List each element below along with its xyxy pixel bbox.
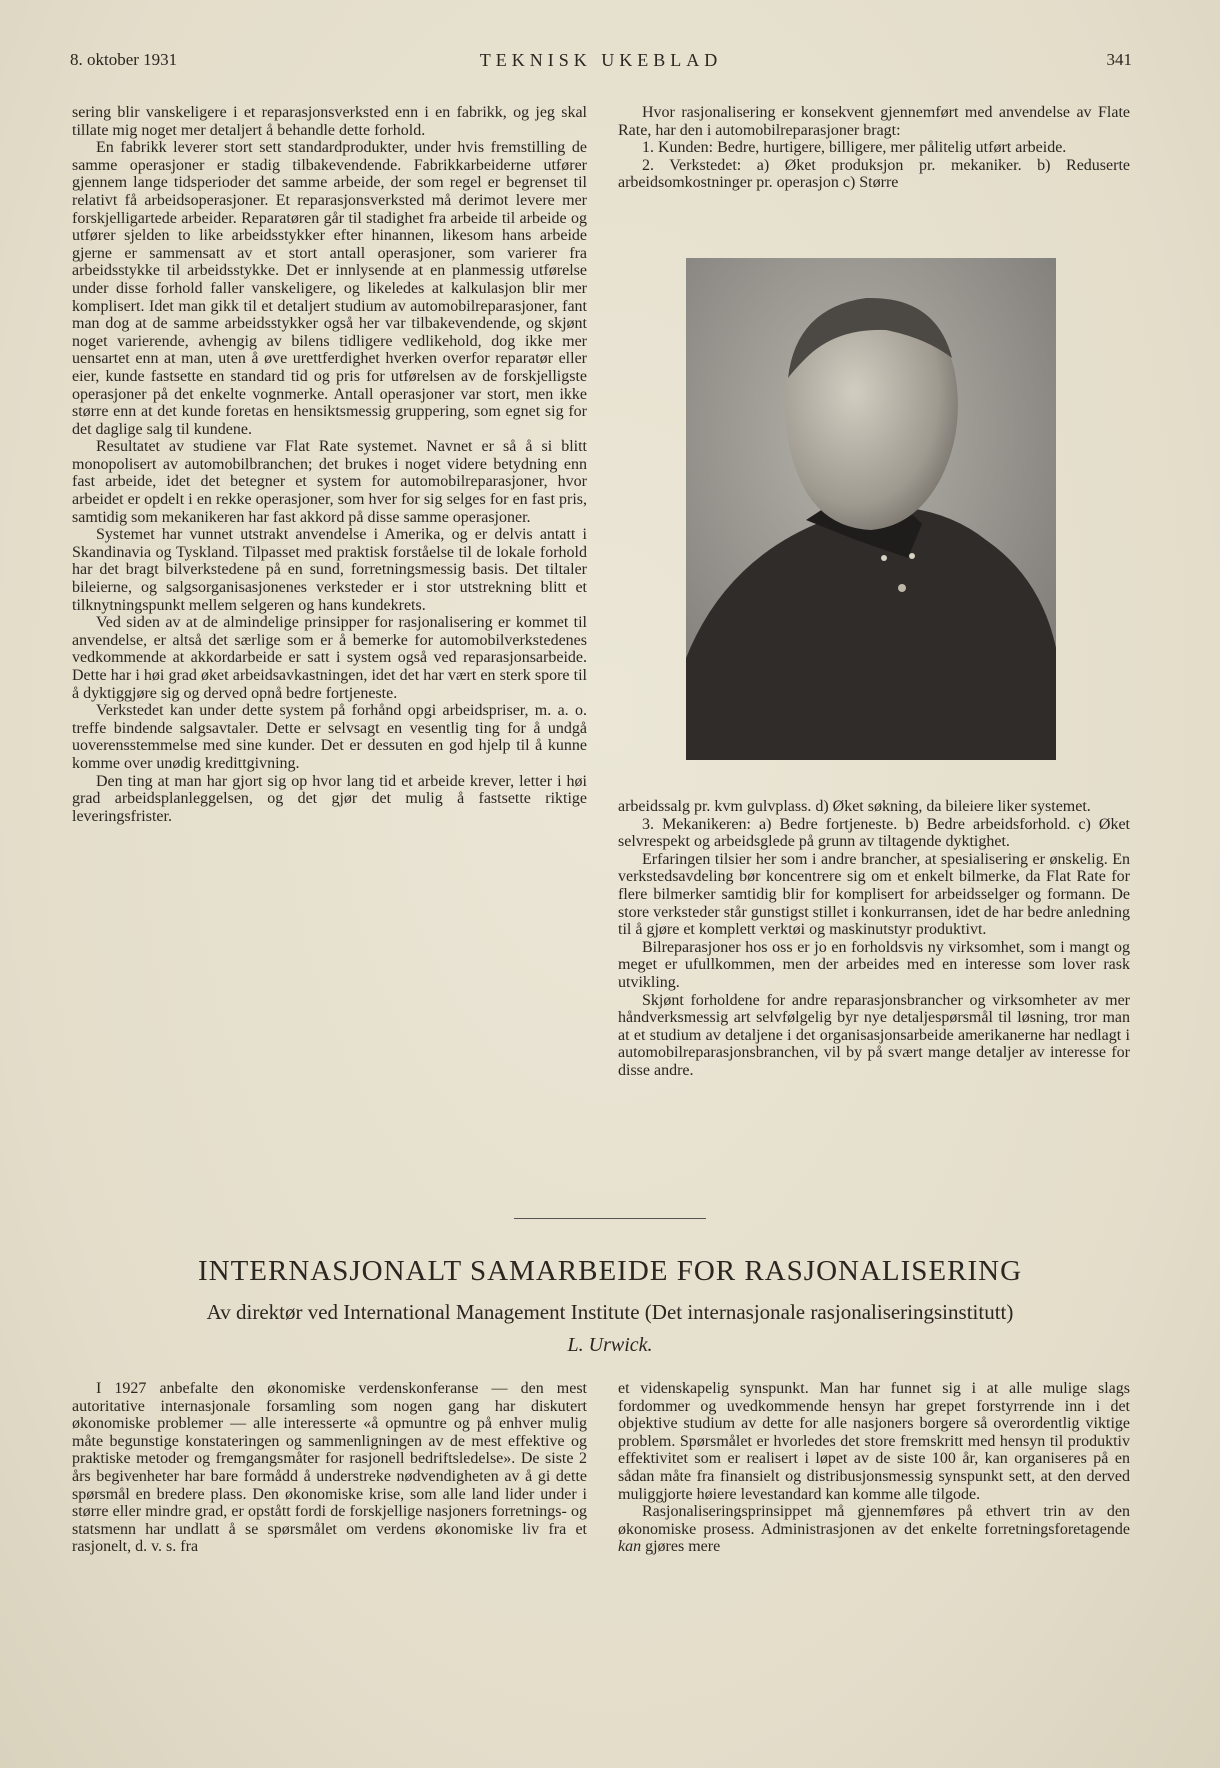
left-text-column bbox=[72, 104, 587, 825]
paragraph: En fabrikk leverer stort sett standardprodukter, under hvis fremstilling de samme operasjoner er stadig tilbakevendende. Fabrikkarbeiderne utfører gjennem lange tidsperioder det samme arbeide, der som regel er begrenset til relativt få arbeidsoperasjoner. Et reparasjonsverksted må derimot levere mer forskjelligartede arbeider. Reparatøren går til stadighet fra arbeide til arbeide og utfører sjelden to like arbeidsstykker efter hinannen, likesom hans arbeide gjerne er sammensatt av et stort antall operasjoner, som varierer fra arbeidsstykke til arbeidsstykke. Det er innlysende at en planmessig utførelse under disse forhold faller vanskeligere, og likeledes at kalkulasjon blir mer komplisert. Idet man gikk til et detaljert studium av automobilreparasjoner, fant man dog at de samme arbeidsstykker også her var tilbakevendende, og skjønt noget varierende, avhengig av bilens tidligere vedlikehold, dog ikke mer uensartet enn at man, uten å øve urettferdighet hverken overfor reparatør eller eier, kunde fastsette en standard tid og pris for utførelsen av de forskjelligste operasjoner på det enkelte vognmerke. Antall operasjoner var stort, men ikke større enn at det kunde foretas en hensiktsmessig gruppering, som egnet sig for det daglige salg til kundene. bbox=[72, 139, 587, 438]
section-divider bbox=[514, 1218, 706, 1219]
portrait-photo bbox=[686, 258, 1056, 760]
paragraph: Systemet har vunnet utstrakt anvendelse i Amerika, og er delvis antatt i Skandinavia og Tyskland. Tilpasset med praktisk forståelse til de lokale forhold har det bragt bilverkstedene på en sund, forretningsmessig basis. Det tiltaler bileierne, og salgsorganisasjonenes verksteder er i stor utstrekning blitt et tilknytningspunkt mellem selgeren og hans kundekrets. bbox=[72, 526, 587, 614]
paragraph: 2. Verkstedet: a) Øket produksjon pr. mekaniker. b) Reduserte arbeidsomkostninger pr. operasjon c) Større bbox=[618, 156, 1130, 192]
paragraph-text: gjøres mere bbox=[645, 1538, 721, 1556]
header-page-number: 341 bbox=[1106, 50, 1132, 69]
paragraph: Skjønt forholdene for andre reparasjonsbrancher og virksomheter av mer håndverksmessig art selvfølgelig byr nye detaljespørsmål til løsning, tror man at et studium av detaljene i det organisasjonsarbeide amerikanerne har nedlagt i automobilreparasjonsbranchen, vil by på svært mange detaljer av interesse for disse andre. bbox=[618, 991, 1130, 1079]
paragraph: Ved siden av at de almindelige prinsipper for rasjonalisering er kommet til anvendelse, er altså det særlige som er å bemerke for automobilverkstedenes vedkommende at akkordarbeide er satt i system også ved reparasjonsarbeide. Dette har i høi grad øket arbeidsavkastningen, idet det har vært en sterk spore til å dyktiggjøre sig og derved opnå bedre fortjeneste. bbox=[72, 614, 587, 702]
author-name: L. Urwick. bbox=[567, 1334, 653, 1356]
emphasized-word: kan bbox=[618, 1538, 642, 1556]
article-left-column bbox=[72, 1380, 587, 1556]
article-subtitle: Av direktør ved International Management Institute (Det internasjonale rasjonaliseringsinstitutt) bbox=[206, 1300, 1014, 1324]
portrait-illustration bbox=[686, 258, 1056, 760]
paragraph: I 1927 anbefalte den økonomiske verdenskonferanse — den mest autoritative internasjonale forsamling som nogen gang har diskutert økonomiske problemer — alle interesserte «å opmuntre og på enhver mulig måte begunstige konstateringen og sammenligningen av de mest effektive og praktiske metoder og fremgangsmåter for rasjonell bedriftsledelse». De siste 2 års begivenheter har bare formådd å understreke nødvendigheten av å gi dette spørsmål en bredere plass. Den økonomiske krise, som alle land lider under i større eller mindre grad, er opstått fordi de forskjellige nasjoners forretnings- og statsmenn har undlatt å se spørsmålet om verdens økonomiske liv fra et rasjonelt, d. v. s. fra bbox=[72, 1380, 587, 1556]
right-text-column-top bbox=[618, 104, 1130, 192]
article-right-column bbox=[618, 1380, 1130, 1556]
paragraph: Erfaringen tilsier her som i andre brancher, at spesialisering er ønskelig. En verkstedsavdeling bør koncentrere sig om et enkelt bilmerke, da Flat Rate for flere bilmerker samtidig blir for komplisert for arbeidsselger og formann. De store verksteder står gunstigst stillet i konkurransen, idet de har bedre anledning til å gjøre et komplett verktøi og maskinutstyr produktivt. bbox=[618, 850, 1130, 939]
paragraph: Hvor rasjonalisering er konsekvent gjennemført med anvendelse av Flate Rate, har den i automobilreparasjoner bragt: bbox=[618, 104, 1130, 139]
article-author bbox=[70, 1334, 1150, 1357]
paragraph: 1. Kunden: Bedre, hurtigere, billigere, mer pålitelig utført arbeide. bbox=[642, 139, 1067, 157]
header-date: 8. oktober 1931 bbox=[70, 50, 178, 69]
paragraph: sering blir vanskeligere i et reparasjonsverksted enn i en fabrikk, og jeg skal tillate mig noget mer detaljert å behandle dette forhold. bbox=[72, 104, 587, 139]
paragraph: Resultatet av studiene var Flat Rate systemet. Navnet er så å si blitt monopolisert av automobilbranchen; det brukes i noget videre betydning enn fast arbeide, idet det betegner et system for automobilreparasjoner, hvor arbeidet er opdelt i en rekke operasjoner, som hver for sig selges for en fast pris, samtidig som mekanikeren har fast akkord på disse samme operasjoner. bbox=[72, 438, 587, 526]
paragraph-text: Rasjonaliseringsprinsippet må gjennemføres på ethvert trin av den økonomiske prosess. Administrasjonen av det enkelte forretningsforetagende bbox=[618, 1503, 1130, 1538]
paragraph: 3. Mekanikeren: a) Bedre fortjeneste. b) Bedre arbeidsforhold. c) Øket selvrespekt og arbeidsglede på grunn av tiltagende dyktighet. bbox=[618, 815, 1130, 851]
page-header bbox=[70, 50, 1132, 76]
paragraph: et videnskapelig synspunkt. Man har funnet sig i at alle mulige slags fordommer og uvedkommende hensyn har grepet forstyrrende inn i det objektive studium av dette for alle nasjoners borgere så overordentlig viktige problem. Spørsmålet er hvorledes det store fremskritt med hensyn til produktiv effektivitet som er realisert i løpet av de siste 100 år, kan organiseres på en sådan måte fra finansielt og distribusjonsmessig synspunkt sett, at den derved muliggjorte høiere levestandard kan komme alle tilgode. bbox=[618, 1380, 1130, 1503]
paragraph bbox=[618, 1503, 1130, 1556]
paragraph: Bilreparasjoner hos oss er jo en forholdsvis ny virksomhet, som i mangt og meget er ufullkommen, men der arbeides med en interesse som lover rask utvikling. bbox=[618, 938, 1130, 991]
right-text-column-bottom bbox=[618, 798, 1130, 1080]
article-title: INTERNASJONALT SAMARBEIDE FOR RASJONALISERING bbox=[197, 1255, 1023, 1287]
paragraph: Den ting at man har gjort sig op hvor lang tid et arbeide krever, letter i høi grad arbeidsplanleggelsen, og det gjør det mulig å fastsette riktige leveringsfrister. bbox=[72, 772, 587, 825]
paragraph: Verkstedet kan under dette system på forhånd opgi arbeidspriser, m. a. o. treffe bindende salgsavtaler. Dette er selvsagt en vesentlig ting for å undgå uoverensstemmelse med sine kunder. Det er dessuten en god hjelp til å kunne komme over unødig kredittgivning. bbox=[72, 702, 587, 772]
paragraph: arbeidssalg pr. kvm gulvplass. d) Øket søkning, da bileiere liker systemet. bbox=[618, 798, 1091, 815]
header-journal-name: TEKNISK UKEBLAD bbox=[479, 50, 723, 70]
